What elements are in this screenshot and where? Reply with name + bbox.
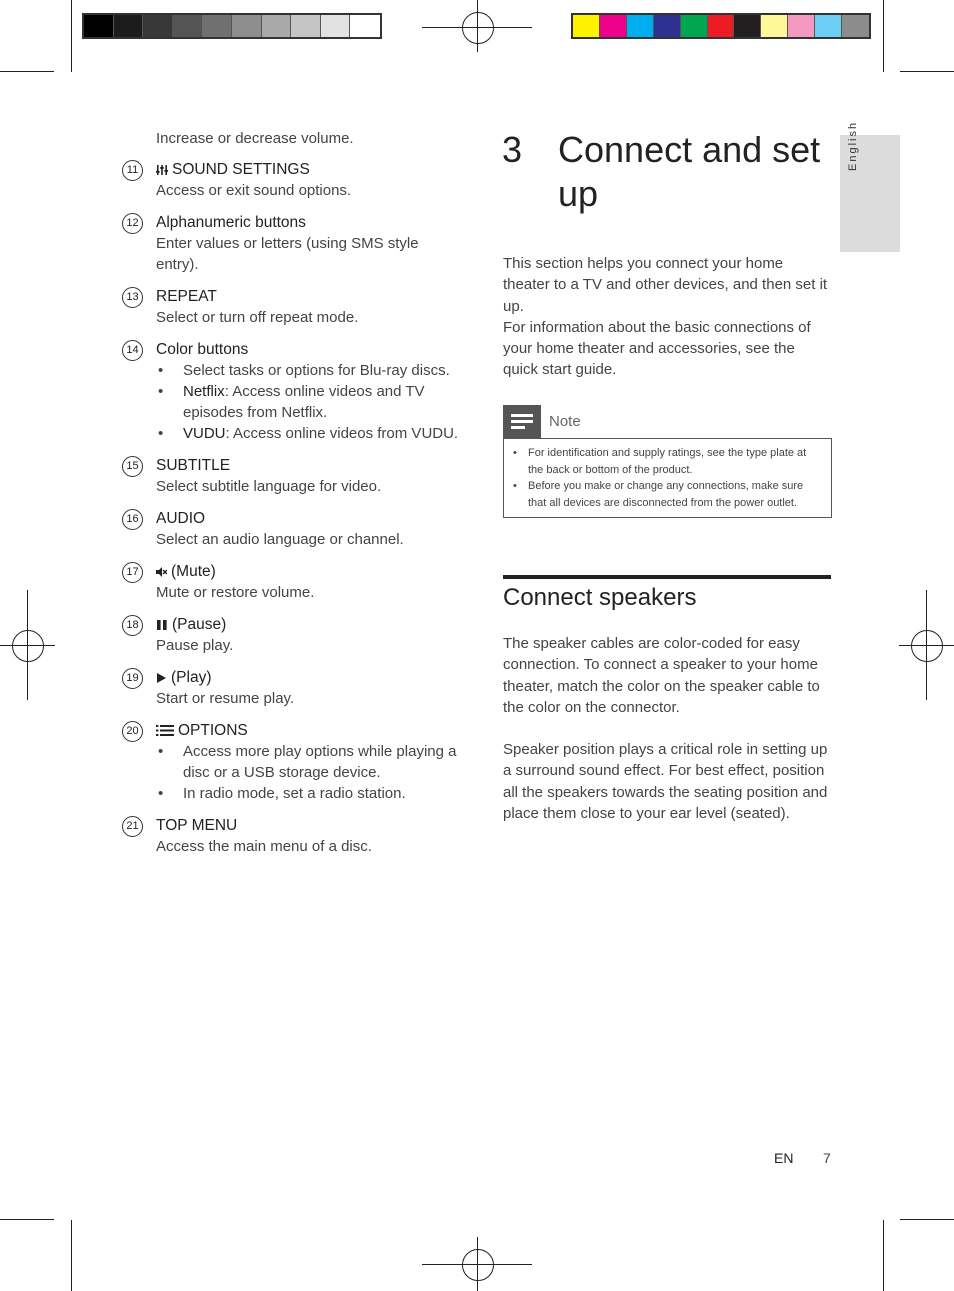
- intro-paragraph: This section helps you connect your home theater to a TV and other devices, and then set it up.: [503, 255, 828, 315]
- bullet-item: • Netflix: Access online videos and TV episodes from Netflix.: [156, 381, 462, 423]
- item-title: Alphanumeric buttons: [156, 214, 306, 231]
- note-item: • Before you make or change any connections, make sure that all devices are disconnected from the power outlet.: [512, 478, 823, 511]
- calibration-swatch: [291, 15, 321, 37]
- item-title: SOUND SETTINGS: [156, 159, 462, 180]
- calibration-swatch: [815, 15, 842, 37]
- calibration-swatch: [350, 15, 380, 37]
- keyword: VUDU: [183, 425, 226, 442]
- item-description: Enter values or letters (using SMS style entry).: [156, 235, 419, 273]
- bullet-item: • In radio mode, set a radio station.: [156, 783, 462, 804]
- section-paragraph: The speaker cables are color-coded for easy connection. To connect a speaker to your home theater, match the color on the speaker cable to the color on the connector.: [503, 635, 820, 716]
- bullet-item: • Select tasks or options for Blu-ray discs.: [156, 360, 462, 381]
- item-description: Start or resume play.: [156, 690, 295, 707]
- item-title: SUBTITLE: [156, 457, 231, 474]
- calibration-swatch: [788, 15, 815, 37]
- calibration-swatch: [321, 15, 351, 37]
- item-title: (Pause): [156, 614, 462, 635]
- mute-icon: [156, 566, 167, 578]
- note-label: Note: [549, 413, 581, 430]
- item-description: Pause play.: [156, 637, 234, 654]
- page-number: 7: [823, 1150, 831, 1166]
- remote-buttons-list: [122, 128, 462, 868]
- language-tab-label: English: [847, 120, 859, 171]
- item-title: (Mute): [156, 561, 462, 582]
- calibration-swatch: [84, 15, 114, 37]
- calibration-swatch: [114, 15, 144, 37]
- note-header: [503, 405, 832, 438]
- list-item: [122, 455, 462, 497]
- item-number: 16: [122, 509, 143, 530]
- footer-language: EN: [774, 1150, 794, 1166]
- options-icon: [156, 724, 174, 737]
- list-item: [122, 159, 462, 201]
- pause-icon: [156, 619, 168, 631]
- sound-settings-icon: [156, 164, 168, 176]
- item-title: REPEAT: [156, 288, 217, 305]
- list-item: [122, 720, 462, 804]
- section-divider: [503, 575, 831, 579]
- list-item: [122, 614, 462, 656]
- section-paragraph: Speaker position plays a critical role in setting up a surround sound effect. For best effect, position all the speakers towards the seating position and place them close to your ear level (seated).: [503, 741, 828, 822]
- bullet-list: [156, 741, 462, 804]
- item-title: TOP MENU: [156, 817, 238, 834]
- note-box: [503, 405, 832, 518]
- calibration-swatch: [573, 15, 600, 37]
- calibration-swatch: [654, 15, 681, 37]
- item-number: 14: [122, 340, 143, 361]
- continued-description: Increase or decrease volume.: [156, 130, 354, 147]
- color-calibration-bar: [571, 13, 871, 39]
- item-description: Access or exit sound options.: [156, 182, 352, 199]
- calibration-swatch: [173, 15, 203, 37]
- grayscale-calibration-bar: [82, 13, 382, 39]
- section-title: Connect speakers: [503, 584, 697, 611]
- item-description: Mute or restore volume.: [156, 584, 315, 601]
- list-item: [122, 561, 462, 603]
- calibration-swatch: [627, 15, 654, 37]
- list-item: [122, 815, 462, 857]
- calibration-swatch: [600, 15, 627, 37]
- keyword: Netflix: [183, 383, 225, 400]
- calibration-swatch: [262, 15, 292, 37]
- list-item: [122, 508, 462, 550]
- list-item: [122, 667, 462, 709]
- note-icon: [503, 405, 541, 438]
- item-number: 11: [122, 160, 143, 181]
- item-number: 20: [122, 721, 143, 742]
- bullet-item: • Access more play options while playing a disc or a USB storage device.: [156, 741, 462, 783]
- language-tab: [840, 120, 900, 252]
- item-number: 18: [122, 615, 143, 636]
- item-number: 19: [122, 668, 143, 689]
- calibration-swatch: [761, 15, 788, 37]
- item-title: OPTIONS: [156, 720, 462, 741]
- item-number: 21: [122, 816, 143, 837]
- item-number: 15: [122, 456, 143, 477]
- item-title: (Play): [156, 667, 462, 688]
- list-item: [122, 339, 462, 444]
- item-title: AUDIO: [156, 510, 206, 527]
- calibration-swatch: [232, 15, 262, 37]
- bullet-list: [156, 360, 462, 444]
- item-number: 17: [122, 562, 143, 583]
- play-icon: [156, 672, 167, 684]
- calibration-swatch: [202, 15, 232, 37]
- item-title: Color buttons: [156, 341, 249, 358]
- item-description: Access the main menu of a disc.: [156, 838, 372, 855]
- item-description: Select subtitle language for video.: [156, 478, 382, 495]
- calibration-swatch: [842, 15, 869, 37]
- chapter-intro: [503, 253, 833, 381]
- item-description: Select an audio language or channel.: [156, 531, 404, 548]
- calibration-swatch: [143, 15, 173, 37]
- chapter-number: 3: [502, 129, 523, 170]
- list-item: [122, 212, 462, 275]
- note-content: [503, 438, 832, 518]
- intro-paragraph: For information about the basic connections of your home theater and accessories, see the quick start guide.: [503, 318, 811, 379]
- calibration-swatch: [681, 15, 708, 37]
- item-number: 12: [122, 213, 143, 234]
- calibration-swatch: [708, 15, 735, 37]
- bullet-item: • VUDU: Access online videos from VUDU.: [156, 423, 462, 444]
- item-description: Select or turn off repeat mode.: [156, 309, 359, 326]
- list-item: [122, 286, 462, 328]
- note-item: • For identification and supply ratings, see the type plate at the back or bottom of the product.: [512, 445, 823, 478]
- chapter-title: Connect and set up: [558, 129, 821, 214]
- item-number: 13: [122, 287, 143, 308]
- calibration-swatch: [734, 15, 761, 37]
